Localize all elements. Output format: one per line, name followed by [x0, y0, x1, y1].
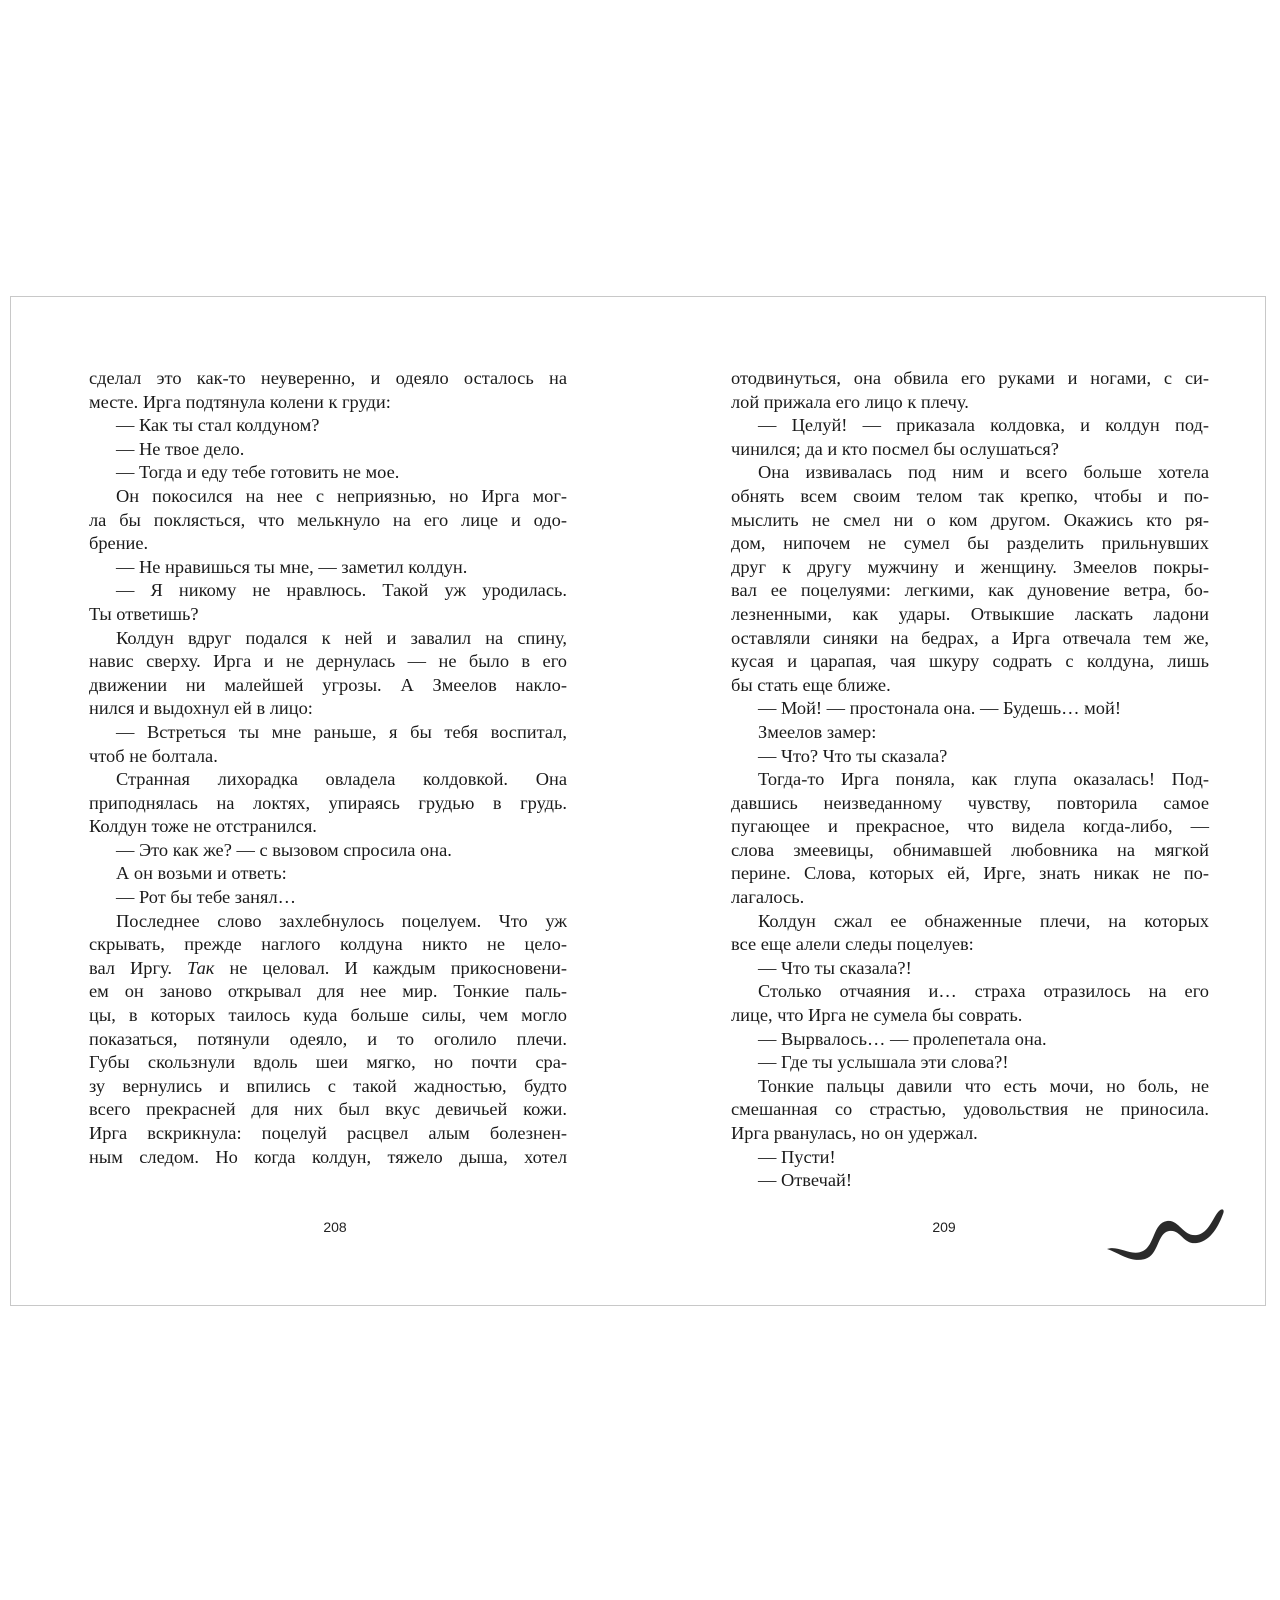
right-page-line: давшись неизведанному чувству, повторила самое [731, 792, 1209, 813]
left-page-text [89, 367, 567, 1169]
left-page-line: Последнее слово захлебнулось поцелуем. Что уж [116, 910, 567, 931]
right-page-line: отодвинуться, она обвила его руками и ногами, с си- [731, 368, 1209, 388]
right-page-line: — Пусти! [758, 1146, 836, 1167]
right-page-line: — Мой! — простонала она. — Будешь… мой! [758, 698, 1121, 719]
right-page-line: бы стать еще ближе. [731, 674, 891, 695]
left-page-line: показаться, потянули одеяло, и то оголило плечи. [89, 1028, 567, 1049]
left-page-line: Странная лихорадка овладела колдовкой. Она [116, 769, 567, 790]
right-page [639, 297, 1279, 1305]
left-page-line: Ирга вскрикнула: поцелуй расцвел алым болезнен- [89, 1123, 567, 1143]
left-page-line: движении ни малейшей угрозы. А Змеелов накло- [89, 674, 567, 695]
left-page-line: нился и выдохнул ей в лицо: [89, 698, 313, 719]
right-page-line: — Целуй! — приказала колдовка, и колдун под- [758, 415, 1209, 436]
left-page-line: скрывать, прежде наглого колдуна никто не цело- [89, 934, 567, 955]
page-number-left: 208 [323, 1219, 347, 1235]
right-page-line: Столько отчаяния и… страха отразилось на его [758, 981, 1209, 1002]
left-page [11, 297, 651, 1305]
left-page-line: чтоб не болтала. [89, 745, 218, 766]
left-page-line: приподнялась на локтях, упираясь грудью в грудь. [89, 792, 567, 813]
right-page-line: Тогда-то Ирга поняла, как глупа оказалась! Под- [758, 769, 1209, 790]
left-page-line: навис сверху. Ирга и не дернулась — не было в его [89, 651, 567, 672]
right-page-line: пугающее и прекрасное, что видела когда-либо, — [731, 816, 1209, 837]
left-page-line: брение. [89, 533, 149, 554]
right-page-line: вал ее поцелуями: легкими, как дуновение ветра, бо- [731, 580, 1209, 601]
left-page-line: — Это как же? — с вызовом спросила она. [116, 839, 452, 860]
left-page-line: всего прекрасней для них был вкус девичьей кожи. [89, 1099, 567, 1120]
right-page-line: Змеелов замер: [758, 721, 877, 742]
left-page-line: ла бы поклясться, что мелькнуло на его лице и одо- [89, 509, 567, 530]
left-page-line: зу вернулись и впились с такой жадностью, будто [89, 1075, 567, 1096]
right-page-line: лой прижала его лицо к плечу. [731, 391, 969, 412]
left-page-line: Губы скользнули вдоль шеи мягко, но почти сра- [89, 1052, 567, 1073]
left-page-line: А он возьми и ответь: [116, 863, 287, 884]
left-page-line: — Тогда и еду тебе готовить не мое. [116, 462, 400, 483]
right-page-line: Ирга рванулась, но он удержал. [731, 1123, 978, 1143]
right-page-line: кусая и царапая, чая шкуру содрать с колдуна, лишь [731, 651, 1209, 672]
right-page-line: все еще алели следы поцелуев: [731, 934, 974, 955]
right-page-line: лезненными, как удары. Отвыкшие ласкать ладони [731, 603, 1209, 624]
right-page-line: — Где ты услышала эти слова?! [758, 1052, 1009, 1073]
left-page-line: ным следом. Но когда колдун, тяжело дыша, хотел [89, 1146, 567, 1167]
right-page-line: слова змеевицы, обнимавшей любовника на мягкой [731, 839, 1209, 860]
right-page-line: смешанная со страстью, удовольствия не приносила. [731, 1099, 1209, 1120]
left-page-line: ем он заново открывал для нее мир. Тонкие паль- [89, 981, 567, 1002]
right-page-text [731, 367, 1209, 1193]
right-page-line: — Отвечай! [758, 1170, 852, 1191]
left-page-line: Ты ответишь? [89, 603, 199, 624]
right-page-line: чинился; да и кто посмел бы ослушаться? [731, 438, 1059, 459]
left-page-line: — Не нравишься ты мне, — заметил колдун. [116, 556, 468, 577]
left-page-line: Колдун вдруг подался к ней и завалил на спину, [116, 627, 567, 648]
left-page-line: вал Иргу. Так не целовал. И каждым прикосновени- [89, 957, 567, 978]
right-page-line: Она извивалась под ним и всего больше хотела [758, 462, 1209, 483]
book-spread [10, 296, 1266, 1306]
left-page-line: Он покосился на нее с неприязнью, но Ирга мог- [116, 485, 567, 506]
right-page-line: Колдун сжал ее обнаженные плечи, на которых [758, 910, 1209, 931]
page-number-right: 209 [932, 1219, 956, 1235]
left-page-line: Колдун тоже не отстранился. [89, 816, 317, 837]
left-page-line: — Как ты стал колдуном? [116, 415, 320, 436]
right-page-line: дом, нипочем не сумел бы разделить прильнувших [731, 533, 1209, 554]
right-page-line: лице, что Ирга не сумела бы соврать. [731, 1005, 1023, 1026]
emphasized-word: Так [187, 957, 215, 978]
left-page-line: — Я никому не нравлюсь. Такой уж уродилась. [116, 580, 567, 601]
right-page-line: Тонкие пальцы давили что есть мочи, но боль, не [758, 1075, 1209, 1096]
right-page-line: — Что? Что ты сказала? [758, 745, 948, 766]
right-page-line: друг к другу мужчину и женщину. Змеелов покры- [731, 556, 1209, 577]
right-page-line: обнять всем своим телом так крепко, чтобы и по- [731, 485, 1209, 506]
left-page-line: цы, в которых таилось куда больше силы, чем могло [89, 1005, 567, 1026]
snake-squiggle-icon [1105, 1205, 1235, 1265]
left-page-line: сделал это как-то неуверенно, и одеяло осталось на [89, 368, 567, 388]
right-page-line: перине. Слова, которых ей, Ирге, знать никак не по- [731, 863, 1209, 884]
right-page-line: — Вырвалось… — пролепетала она. [758, 1028, 1047, 1049]
left-page-line: — Встреться ты мне раньше, я бы тебя воспитал, [116, 721, 567, 742]
left-page-line: — Не твое дело. [116, 438, 245, 459]
left-page-line: месте. Ирга подтянула колени к груди: [89, 391, 391, 412]
right-page-line: мыслить не смел ни о ком другом. Окажись кто ря- [731, 509, 1209, 530]
left-page-line: — Рот бы тебе занял… [116, 887, 297, 908]
right-page-line: лагалось. [731, 887, 805, 908]
right-page-line: оставляли синяки на бедрах, а Ирга отвечала тем же, [731, 627, 1209, 648]
right-page-line: — Что ты сказала?! [758, 957, 912, 978]
